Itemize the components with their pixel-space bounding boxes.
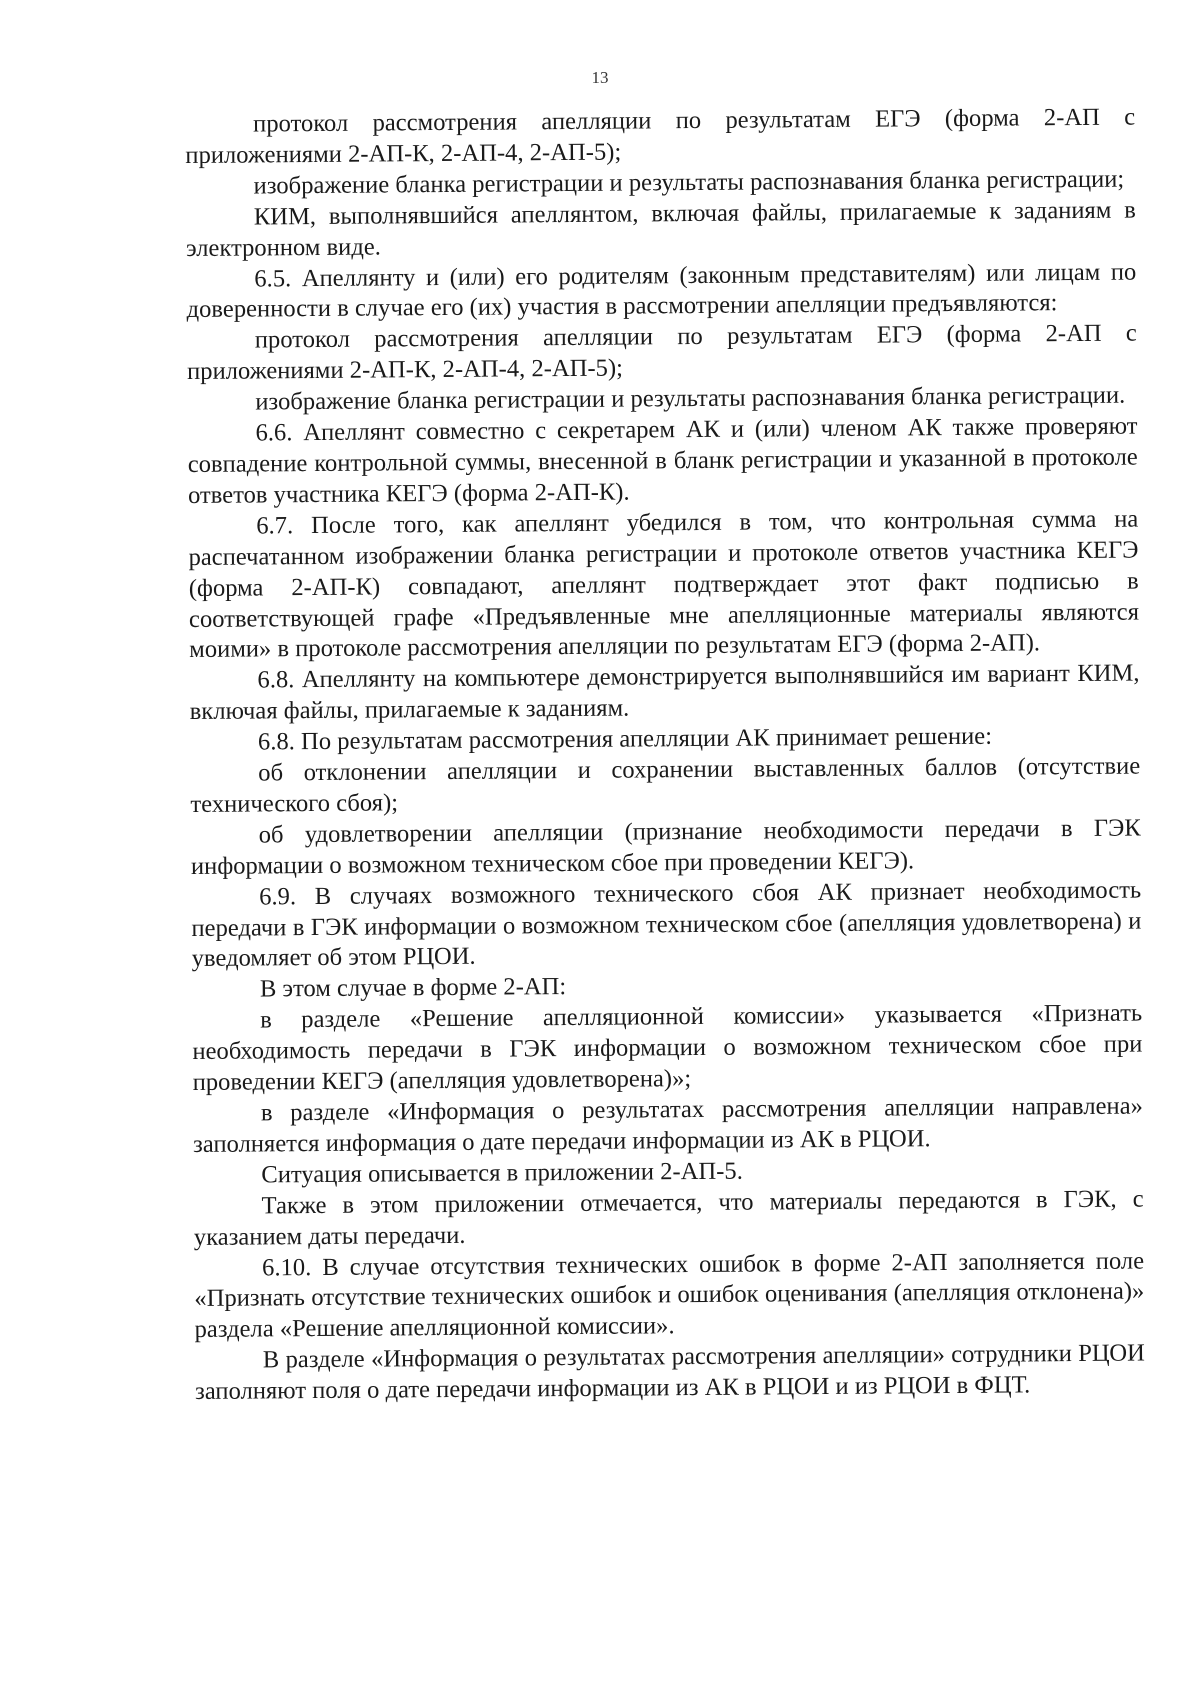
paragraph-kim: КИМ, выполнявшийся апеллянтом, включая файлы, прилагаемые к заданиям в электронном виде.: [185, 196, 1136, 262]
document-body: [185, 103, 1145, 1408]
paragraph-protocol-1: протокол рассмотрения апелляции по результатам ЕГЭ (форма 2-АП с приложениями 2-АП-К, 2-АП-4, 2-АП-5);: [185, 103, 1136, 169]
paragraph-6-10: 6.10. В случае отсутствия технических ошибок в форме 2-АП заполняется поле «Признать отсутствие технических ошибок и ошибок оценивания (апелляция отклонена)» раздела «Решение апелляционной комиссии».: [194, 1247, 1145, 1344]
paragraph-6-5: 6.5. Апеллянту и (или) его родителям (законным представителям) или лицам по доверенности в случае его (их) участия в рассмотрении апелляции предъявляются:: [186, 258, 1137, 324]
paragraph-protocol-2: протокол рассмотрения апелляции по результатам ЕГЭ (форма 2-АП с приложениями 2-АП-К, 2-АП-4, 2-АП-5);: [186, 319, 1137, 386]
paragraph-decision-section: в разделе «Решение апелляционной комиссии» указывается «Признать необходимость передачи в ГЭК информации о возможном техническом сбое при проведении КЕГЭ (апелляция удовлетворена)»;: [192, 999, 1143, 1097]
paragraph-info-section: в разделе «Информация о результатах рассмотрения апелляции направлена» заполняется информация о дате передачи информации из АК в РЦОИ.: [193, 1092, 1143, 1158]
page-number: 13: [591, 68, 609, 87]
paragraph-6-8-demo: 6.8. Апеллянту на компьютере демонстрируется выполнявшийся им вариант КИМ, включая файлы, прилагаемые к заданиям.: [189, 659, 1140, 726]
paragraph-materials-transfer: Также в этом приложении отмечается, что материалы передаются в ГЭК, с указанием даты передачи.: [193, 1185, 1144, 1251]
paragraph-registration-image-2: изображение бланка регистрации и результаты распознавания бланка регистрации.: [255, 381, 1126, 416]
paragraph-form-2ap: В этом случае в форме 2-АП:: [259, 973, 567, 1003]
paragraph-6-8-decision: 6.8. По результатам рассмотрения апелляции АК принимает решение:: [257, 722, 993, 756]
paragraph-satisfaction: об удовлетворении апелляции (признание необходимости передачи в ГЭК информации о возможном техническом сбое при проведении КЕГЭ).: [190, 814, 1141, 880]
paragraph-6-6: 6.6. Апеллянт совместно с секретарем АК и (или) членом АК также проверяют совпадение контрольной суммы, внесенной в бланк регистрации и указанной в протоколе ответов участника КЕГЭ (форма 2-АП-К).: [187, 412, 1138, 509]
paragraph-rejection: об отклонении апелляции и сохранении выставленных баллов (отсутствие технического сбоя);: [190, 752, 1141, 818]
paragraph-6-7: 6.7. После того, как апеллянт убедился в том, что контрольная сумма на распечатанном изображении бланка регистрации и протоколе ответов участника КЕГЭ (форма 2-АП-К) совпадают, апеллянт подтверждает этот факт подписью в соответствующей графе «Предъявленные мне апелляционные материалы являются моими» в протоколе рассмотрения апелляции по результатам ЕГЭ (форма 2-АП).: [188, 505, 1140, 664]
paragraph-registration-image-1: изображение бланка регистрации и результаты распознавания бланка регистрации;: [253, 165, 1125, 200]
paragraph-rcoi-fields: В разделе «Информация о результатах рассмотрения апелляции» сотрудники РЦОИ заполняют поля о дате передачи информации из АК в РЦОИ и из РЦОИ в ФЦТ.: [194, 1339, 1145, 1406]
paragraph-situation: Ситуация описывается в приложении 2-АП-5.: [261, 1157, 743, 1189]
paragraph-6-9: 6.9. В случаях возможного технического сбоя АК признает необходимость передачи в ГЭК информации о возможном техническом сбое (апелляция удовлетворена) и уведомляет об этом РЦОИ.: [191, 876, 1142, 973]
